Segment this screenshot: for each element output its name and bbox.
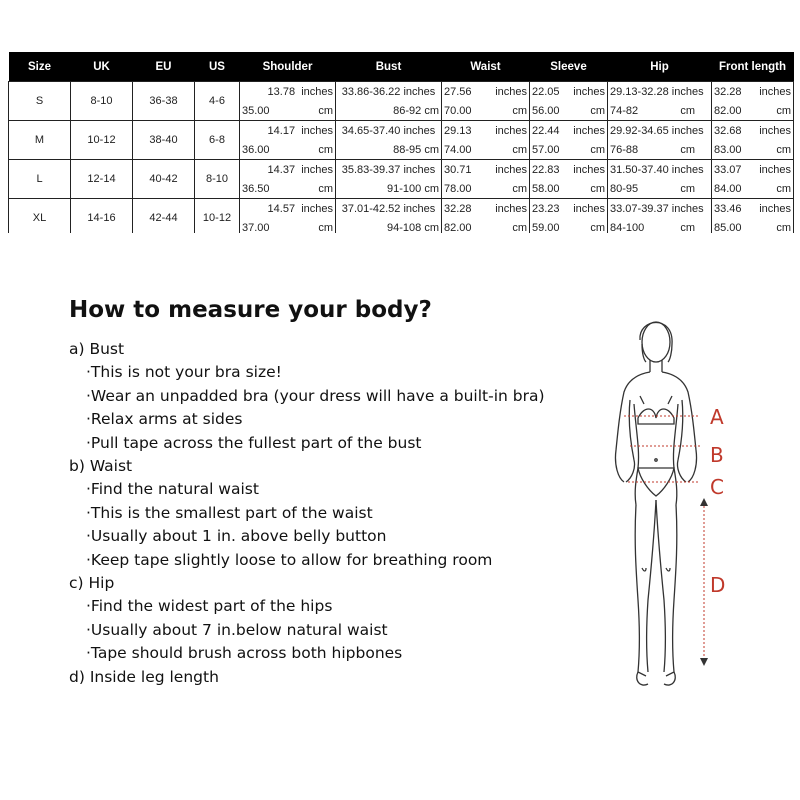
value-cm: 76-88 [610,143,639,156]
header-uk: UK [71,52,133,82]
cell-sleeve [530,160,608,199]
table-crop-edge [0,233,800,243]
unit-inches: inches [495,124,527,137]
unit-cm: cm [680,221,695,234]
section-heading-waist: b) Waist [69,457,133,476]
value-cm: 74-82 [610,104,639,117]
value-cm: 80-95 [610,182,639,195]
cell-shoulder [240,82,336,121]
unit-inches: inches [573,85,605,98]
value-cm: 35.00 [242,104,270,117]
list-item: ·Relax arms at sides [86,410,243,429]
cell-hip [608,82,712,121]
cell-front-length [712,160,794,199]
unit-cm: cm [318,143,333,156]
unit-inches: inches [301,163,333,176]
list-item: ·Tape should brush across both hipbones [86,644,403,663]
cell-waist [442,82,530,121]
cell-sleeve [530,121,608,160]
value-cm: 58.00 [532,182,560,195]
value-inches: 33.46 [714,202,742,215]
list-item: ·Wear an unpadded bra (your dress will have a built-in bra) [86,386,545,405]
list-item: ·Pull tape across the fullest part of the bust [86,433,422,452]
body-outline [615,322,696,685]
unit-inches: inches [759,163,791,176]
cell-uk: 10-12 [71,121,133,160]
cell-uk: 14-16 [71,199,133,238]
label-a: A [710,405,724,429]
measure-instructions [69,338,589,689]
cell-bust [336,160,442,199]
value-inches: 31.50-37.40 inches [610,163,704,176]
list-item: ·Find the natural waist [86,480,259,499]
value-inches: 34.65-37.40 inches [341,124,436,137]
unit-inches: inches [759,202,791,215]
header-hip: Hip [608,52,712,82]
unit-cm: cm [680,104,695,117]
guide-title: How to measure your body? [69,297,432,323]
unit-cm: cm [318,182,333,195]
cell-size: L [9,160,71,199]
cell-eu: 40-42 [133,160,195,199]
cell-size: S [9,82,71,121]
unit-cm: cm [776,143,791,156]
unit-inches: inches [759,124,791,137]
unit-cm: cm [318,221,333,234]
cell-sleeve [530,82,608,121]
unit-cm: cm [590,143,605,156]
value-cm: 94-108 cm [387,221,439,234]
value-inches: 13.78 [267,85,296,98]
value-cm: 74.00 [444,143,472,156]
header-us: US [195,52,240,82]
value-cm: 59.00 [532,221,560,234]
header-eu: EU [133,52,195,82]
value-cm: 82.00 [444,221,472,234]
value-cm: 83.00 [714,143,742,156]
cell-shoulder [240,199,336,238]
value-inches: 37.01-42.52 inches [341,202,436,215]
cell-us: 8-10 [195,160,240,199]
unit-cm: cm [512,182,527,195]
unit-cm: cm [318,104,333,117]
value-cm: 91-100 cm [387,182,439,195]
value-cm: 37.00 [242,221,270,234]
cell-bust [336,82,442,121]
header-bust: Bust [336,52,442,82]
value-inches: 30.71 [444,163,472,176]
cell-bust [336,199,442,238]
value-inches: 27.56 [444,85,472,98]
cell-waist [442,199,530,238]
section-heading-bust: a) Bust [69,340,125,358]
unit-cm: cm [512,143,527,156]
value-cm: 84-100 [610,221,645,234]
header-size: Size [9,52,71,82]
cell-hip [608,160,712,199]
body-outline-illustration [600,300,800,700]
cell-hip [608,199,712,238]
cell-waist [442,160,530,199]
list-item: ·Usually about 7 in.below natural waist [86,620,388,639]
body-measurement-figure [600,300,800,700]
value-inches: 32.28 [444,202,472,215]
header-shoulder: Shoulder [240,52,336,82]
unit-cm: cm [680,182,695,195]
unit-inches: inches [573,202,605,215]
cell-uk: 8-10 [71,82,133,121]
list-item: ·This is not your bra size! [86,363,282,382]
unit-inches: inches [573,124,605,137]
section-heading-hip: c) Hip [69,574,115,593]
value-inches: 33.86-36.22 inches [341,85,436,98]
value-cm: 82.00 [714,104,742,117]
value-inches: 22.44 [532,124,560,137]
value-inches: 14.57 [267,202,296,215]
unit-inches: inches [573,163,605,176]
value-inches: 29.13 [444,124,472,137]
unit-cm: cm [776,182,791,195]
value-inches: 33.07 [714,163,742,176]
list-item: ·Find the widest part of the hips [86,597,333,616]
cell-size: M [9,121,71,160]
value-cm: 86-92 cm [393,104,439,117]
cell-hip [608,121,712,160]
header-waist: Waist [442,52,530,82]
unit-inches: inches [301,85,333,98]
value-cm: 36.00 [242,143,270,156]
list-item: ·This is the smallest part of the waist [86,503,373,522]
section-heading-inside-leg: d) Inside leg length [69,667,219,686]
value-inches: 32.28 [714,85,742,98]
value-inches: 33.07-39.37 inches [610,202,704,215]
unit-inches: inches [495,163,527,176]
unit-cm: cm [776,221,791,234]
unit-inches: inches [301,124,333,137]
value-inches: 23.23 [532,202,560,215]
header-sleeve: Sleeve [530,52,608,82]
cell-front-length [712,121,794,160]
unit-cm: cm [512,104,527,117]
size-chart-table [8,52,794,237]
label-c: C [710,475,724,499]
unit-inches: inches [495,202,527,215]
unit-cm: cm [590,221,605,234]
unit-inches: inches [759,85,791,98]
value-inches: 14.37 [267,163,296,176]
cell-us: 4-6 [195,82,240,121]
value-inches: 29.13-32.28 inches [610,85,704,98]
cell-front-length [712,199,794,238]
table-row [9,160,794,199]
value-cm: 36.50 [242,182,270,195]
value-cm: 70.00 [444,104,472,117]
cell-eu: 36-38 [133,82,195,121]
list-item: ·Keep tape slightly loose to allow for breathing room [86,550,493,569]
cell-us: 6-8 [195,121,240,160]
label-d: D [710,573,726,597]
value-cm: 88-95 cm [393,143,439,156]
unit-cm: cm [512,221,527,234]
unit-inches: inches [495,85,527,98]
cell-us: 10-12 [195,199,240,238]
value-cm: 84.00 [714,182,742,195]
value-inches: 32.68 [714,124,742,137]
cell-shoulder [240,160,336,199]
cell-waist [442,121,530,160]
label-b: B [710,443,724,467]
value-cm: 85.00 [714,221,742,234]
unit-inches: inches [301,202,333,215]
measurement-lines [624,416,704,662]
value-cm: 56.00 [532,104,560,117]
arrow-down-icon [700,658,708,666]
value-cm: 78.00 [444,182,472,195]
unit-cm: cm [680,143,695,156]
unit-cm: cm [590,182,605,195]
value-inches: 22.83 [532,163,560,176]
arrow-up-icon [700,498,708,506]
cell-eu: 42-44 [133,199,195,238]
value-inches: 29.92-34.65 inches [610,124,704,137]
unit-cm: cm [776,104,791,117]
cell-bust [336,121,442,160]
cell-size: XL [9,199,71,238]
unit-cm: cm [590,104,605,117]
table-row [9,199,794,238]
table-row [9,82,794,121]
measurement-labels [710,405,725,597]
cell-front-length [712,82,794,121]
value-cm: 57.00 [532,143,560,156]
cell-sleeve [530,199,608,238]
header-front-length: Front length [712,52,794,82]
value-inches: 22.05 [532,85,560,98]
cell-eu: 38-40 [133,121,195,160]
cell-uk: 12-14 [71,160,133,199]
value-inches: 14.17 [267,124,296,137]
value-inches: 35.83-39.37 inches [341,163,436,176]
table-row [9,121,794,160]
cell-shoulder [240,121,336,160]
list-item: ·Usually about 1 in. above belly button [86,527,387,546]
size-chart-header-row [9,52,794,82]
